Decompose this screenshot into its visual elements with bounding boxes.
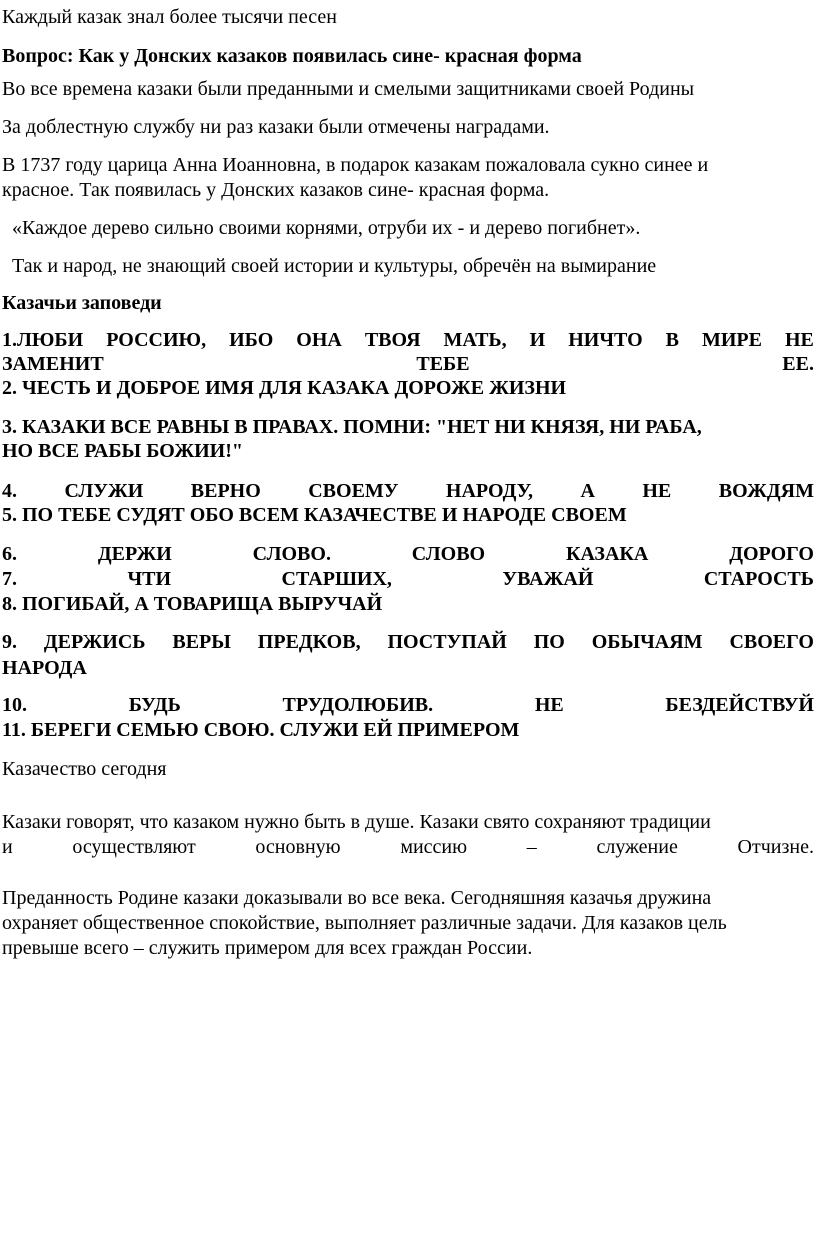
word: МИРЕ (702, 329, 762, 351)
word: ОБЫЧАЯМ (591, 631, 703, 653)
commandments-title: Казачьи заповеди (2, 292, 162, 314)
commandment-4 (2, 478, 814, 504)
word: основную (255, 836, 341, 858)
commandment-11: 11. БЕРЕГИ СЕМЬЮ СВОЮ. СЛУЖИ ЕЙ ПРИМЕРОМ (2, 719, 520, 741)
commandment-9-line-1 (2, 629, 814, 655)
commandment-6 (2, 541, 814, 567)
proverb-continuation: Так и народ, не знающий своей истории и культуры, обречён на вымирание (12, 255, 657, 277)
paragraph-1: Во все времена казаки были преданными и смелыми защитниками своей Родины (2, 78, 695, 100)
today-paragraph-2-line-2: охраняет общественное спокойствие, выполняет различные задачи. Для казаков цель (2, 912, 727, 934)
word: НЕ (642, 480, 672, 502)
word: ДЕРЖИ (97, 543, 172, 565)
word: СЛОВО (411, 543, 486, 565)
commandment-9-line-2: НАРОДА (2, 657, 87, 679)
word: СВОЕГО (729, 631, 814, 653)
word: СВОЕМУ (308, 480, 399, 502)
word: СТАРОСТЬ (703, 568, 814, 590)
word: РОССИЮ, (106, 329, 207, 351)
word: 7. (2, 568, 17, 590)
word: ЗАМЕНИТ (2, 353, 104, 375)
word: ДЕРЖИСЬ (43, 631, 146, 653)
today-paragraph-1-line-1: Казаки говорят, что казаком нужно быть в душе. Казаки свято сохраняют традиции (2, 811, 711, 833)
word: ОНА (296, 329, 342, 351)
commandment-3-line-2: НО ВСЕ РАБЫ БОЖИИ!" (2, 440, 243, 462)
word: В (665, 329, 679, 351)
word: служение (596, 836, 678, 858)
word: ВЕРЫ (172, 631, 231, 653)
word: ЕЕ. (782, 353, 814, 375)
word: – (526, 836, 537, 858)
word: НАРОДУ, (445, 480, 534, 502)
word: ПО (533, 631, 565, 653)
commandment-5: 5. ПО ТЕБЕ СУДЯТ ОБО ВСЕМ КАЗАЧЕСТВЕ И НАРОДЕ СВОЕМ (2, 504, 627, 526)
word: 9. (2, 631, 17, 653)
word: ТРУДОЛЮБИВ. (282, 694, 434, 716)
word: СЛУЖИ (64, 480, 144, 502)
word: БУДЬ (128, 694, 181, 716)
commandment-10 (2, 692, 814, 718)
word: НЕ (534, 694, 564, 716)
word: 10. (2, 694, 27, 716)
word: миссию (400, 836, 468, 858)
word: ЧТИ (127, 568, 172, 590)
word: 4. (2, 480, 17, 502)
paragraph-3-line-2: красное. Так появилась у Донских казаков сине- красная форма. (2, 179, 550, 201)
word: и (2, 836, 13, 858)
word: ДОРОГО (729, 543, 814, 565)
commandment-8: 8. ПОГИБАЙ, А ТОВАРИЩА ВЫРУЧАЙ (2, 593, 383, 615)
word: ИБО (229, 329, 274, 351)
commandment-2: 2. ЧЕСТЬ И ДОБРОЕ ИМЯ ДЛЯ КАЗАКА ДОРОЖЕ ЖИЗНИ (2, 377, 567, 399)
word: 6. (2, 543, 17, 565)
today-title: Казачество сегодня (2, 758, 167, 780)
question-heading: Вопрос: Как у Донских казаков появилась сине- красная форма (2, 45, 582, 67)
word: осуществляют (72, 836, 196, 858)
word: НЕ (785, 329, 814, 351)
word: УВАЖАЙ (502, 568, 594, 590)
word: СЛОВО. (252, 543, 331, 565)
word: ПРЕДКОВ, (257, 631, 361, 653)
word: КАЗАКА (565, 543, 649, 565)
word: 1.ЛЮБИ (2, 329, 84, 351)
commandment-1-line-2 (2, 351, 814, 377)
word: БЕЗДЕЙСТВУЙ (665, 694, 814, 716)
proverb-quote: «Каждое дерево сильно своими корнями, отруби их - и дерево погибнет». (12, 217, 641, 239)
commandment-7 (2, 566, 814, 592)
today-paragraph-2-line-1: Преданность Родине казаки доказывали во все века. Сегодняшняя казачья дружина (2, 887, 712, 909)
word: НИЧТО (568, 329, 643, 351)
paragraph-2: За доблестную службу ни раз казаки были отмечены наградами. (2, 116, 550, 138)
today-paragraph-1-line-2 (2, 834, 814, 860)
word: Отчизне. (737, 836, 814, 858)
word: А (580, 480, 595, 502)
intro-line: Каждый казак знал более тысячи песен (2, 6, 337, 28)
word: И (529, 329, 546, 351)
word: ТВОЯ (364, 329, 421, 351)
word: ВЕРНО (190, 480, 261, 502)
word: ВОЖДЯМ (718, 480, 814, 502)
word: МАТЬ, (443, 329, 507, 351)
word: ТЕБЕ (416, 353, 470, 375)
commandment-3-line-1: 3. КАЗАКИ ВСЕ РАВНЫ В ПРАВАХ. ПОМНИ: "НЕТ НИ КНЯЗЯ, НИ РАБА, (2, 416, 702, 438)
paragraph-3-line-1: В 1737 году царица Анна Иоанновна, в подарок казакам пожаловала сукно синее и (2, 154, 709, 176)
word: ПОСТУПАЙ (387, 631, 507, 653)
word: СТАРШИХ, (281, 568, 392, 590)
commandment-1-line-1 (2, 327, 814, 353)
today-paragraph-2-line-3: превыше всего – служить примером для всех граждан России. (2, 937, 533, 959)
